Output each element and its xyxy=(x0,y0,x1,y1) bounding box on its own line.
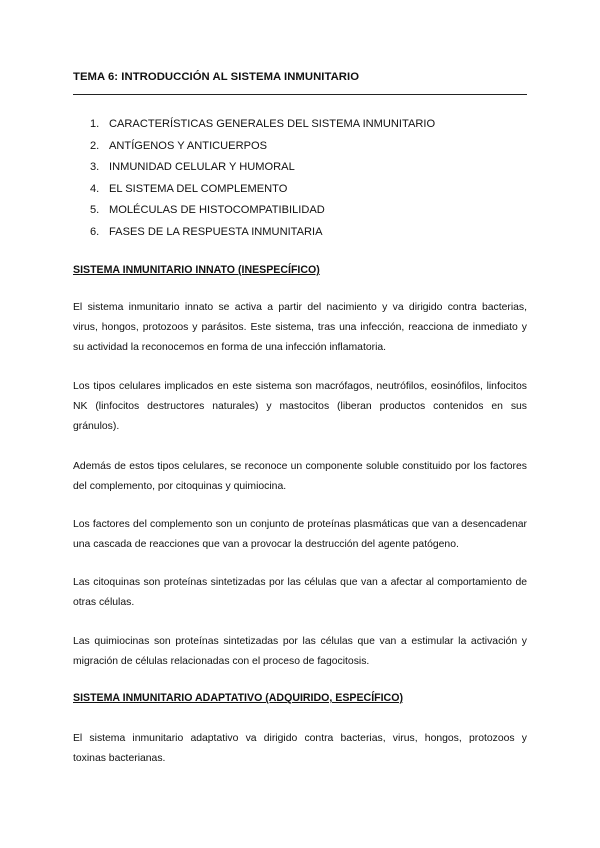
paragraph-cell-types: Los tipos celulares implicados en este sistema son macrófagos, neutrófilos, eosinófilos, linfocitos NK (linfocitos destructores naturales) y mastocitos (liberan productos contenidos en sus gránulos). xyxy=(73,381,527,432)
title-divider xyxy=(73,94,527,95)
paragraph-complement-factors: Los factores del complemento son un conjunto de proteínas plasmáticas que van a desencadenar una cascada de reacciones que van a provocar la destrucción del agente patógeno. xyxy=(73,519,527,550)
document-title: TEMA 6: INTRODUCCIÓN AL SISTEMA INMUNITARIO xyxy=(73,71,360,83)
contents-item: 5. MOLÉCULAS DE HISTOCOMPATIBILIDAD xyxy=(90,204,325,217)
contents-list xyxy=(90,116,435,246)
paragraph-adaptive-intro: El sistema inmunitario adaptativo va dirigido contra bacterias, virus, hongos, protozoos y toxinas bacterianas. xyxy=(73,733,527,764)
paragraph-chemokines: Las quimiocinas son proteínas sintetizadas por las células que van a estimular la activación y migración de células relacionadas con el proceso de fagocitosis. xyxy=(73,636,527,667)
contents-item: 1. CARACTERÍSTICAS GENERALES DEL SISTEMA INMUNITARIO xyxy=(90,118,436,130)
section-heading-adaptive: SISTEMA INMUNITARIO ADAPTATIVO (ADQUIRIDO, ESPECÍFICO) xyxy=(73,692,403,704)
section-heading-innate: SISTEMA INMUNITARIO INNATO (INESPECÍFICO) xyxy=(73,264,320,276)
paragraph-cytokines: Las citoquinas son proteínas sintetizadas por las células que van a afectar al comportamiento de otras células. xyxy=(73,577,527,608)
paragraph-soluble-component: Además de estos tipos celulares, se reconoce un componente soluble constituido por los factores del complemento, por citoquinas y quimiocina. xyxy=(73,461,527,492)
contents-item: 3. INMUNIDAD CELULAR Y HUMORAL xyxy=(90,161,295,174)
paragraph-innate-intro: El sistema inmunitario innato se activa a partir del nacimiento y va dirigido contra bacterias, virus, hongos, protozoos y parásitos. Este sistema, tras una infección, reacciona de inmediato y su actividad la reconocemos en forma de una infección inflamatoria. xyxy=(73,302,527,353)
contents-item: 6. FASES DE LA RESPUESTA INMUNITARIA xyxy=(90,225,323,238)
contents-item: 2. ANTÍGENOS Y ANTICUERPOS xyxy=(90,139,268,152)
contents-item: 4. EL SISTEMA DEL COMPLEMENTO xyxy=(90,182,288,195)
